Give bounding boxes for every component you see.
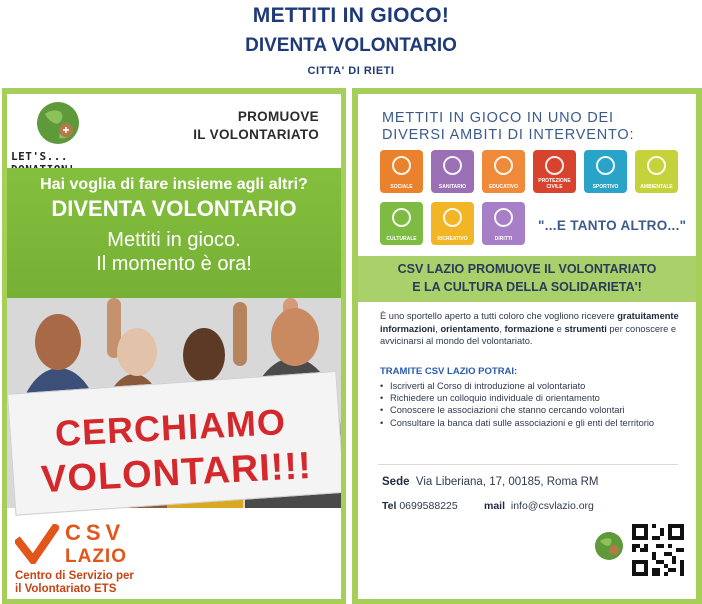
ambito-icon bbox=[392, 156, 411, 175]
email bbox=[484, 500, 594, 512]
promuove-line1: PROMUOVE bbox=[237, 109, 319, 124]
left-flyer-inner bbox=[7, 94, 341, 599]
ambito-tile bbox=[533, 150, 576, 193]
header-city: CITTA' DI RIETI bbox=[307, 65, 395, 77]
desc-bold: strumenti bbox=[564, 323, 607, 334]
ambito-tile bbox=[380, 202, 423, 245]
banner-question: Hai voglia di fare insieme agli altri? bbox=[40, 176, 308, 193]
ambito-tile bbox=[584, 150, 627, 193]
tel-value: 0699588225 bbox=[399, 500, 458, 512]
desc-text: e bbox=[554, 323, 565, 334]
desc-text: , bbox=[499, 323, 505, 334]
csv-promuove-banner bbox=[358, 256, 696, 302]
desc-text: per conoscere e avvicinarsi al mondo del volontariato. bbox=[380, 323, 677, 346]
list-item: • Iscriverti al Corso di introduzione al volontariato bbox=[380, 380, 680, 392]
list-item: • Richiedere un colloquio individuale di orientamento bbox=[380, 392, 680, 404]
ambito-icon bbox=[596, 156, 615, 175]
desc-bold: orientamento bbox=[440, 323, 500, 334]
csv-banner-line1: CSV LAZIO PROMUOVE IL VOLONTARIATO bbox=[397, 262, 657, 276]
desc-bold: formazione bbox=[504, 323, 555, 334]
tel-label: Tel bbox=[382, 500, 397, 512]
ambito-tile bbox=[482, 150, 525, 193]
list-item: • Conoscere le associazioni che stanno cercando volontari bbox=[380, 404, 680, 416]
ambito-label: PROTEZIONE CIVILE bbox=[538, 178, 571, 190]
banner-tagline bbox=[7, 228, 341, 276]
banner-tagline-2: Il momento è ora! bbox=[96, 253, 252, 275]
ambiti-title-2: DIVERSI AMBITI DI INTERVENTO: bbox=[382, 127, 635, 143]
volunteer-head bbox=[117, 328, 157, 376]
ambito-icon bbox=[443, 156, 462, 175]
sede-value: Via Liberiana, 17, 00185, Roma RM bbox=[415, 476, 599, 488]
promuove-heading bbox=[193, 108, 319, 144]
volunteer-head bbox=[271, 308, 319, 366]
globe-logo-icon bbox=[35, 100, 81, 146]
ambito-label: CULTURALE bbox=[386, 235, 417, 242]
ambiti-title-1: METTITI IN GIOCO IN UNO DEI bbox=[382, 110, 614, 126]
ambito-tile bbox=[482, 202, 525, 245]
ambito-icon bbox=[647, 156, 666, 175]
sede-address bbox=[382, 476, 599, 488]
logo-text: LET'S... bbox=[11, 150, 68, 163]
ambito-label: SPORTIVO bbox=[592, 183, 619, 190]
csv-check-icon bbox=[15, 524, 59, 564]
ambito-tile bbox=[431, 202, 474, 245]
ambito-icon bbox=[443, 208, 462, 227]
header-subtitle: DIVENTA VOLONTARIO bbox=[245, 35, 457, 56]
list-item: • Consultare la banca dati sulle associazioni e gli enti del territorio bbox=[380, 417, 680, 429]
header-title: METTITI IN GIOCO! bbox=[252, 4, 450, 27]
mail-value: info@csvlazio.org bbox=[510, 500, 594, 512]
desc-text: È uno sportello aperto a tutti coloro che vogliono ricevere bbox=[380, 311, 618, 321]
ambito-label: SOCIALE bbox=[390, 183, 413, 190]
right-flyer-inner bbox=[358, 94, 696, 599]
desc-bold: gratuitamente informazioni bbox=[380, 311, 679, 334]
right-flyer bbox=[352, 88, 702, 604]
ambiti-title bbox=[382, 110, 634, 144]
green-banner bbox=[7, 168, 341, 298]
globe-logo-icon bbox=[594, 531, 624, 561]
sede-label: Sede bbox=[382, 476, 410, 488]
divider bbox=[378, 464, 678, 465]
telephone bbox=[382, 500, 458, 512]
mail-label: mail bbox=[484, 500, 506, 512]
csv-subtitle bbox=[15, 570, 134, 596]
promuove-line2: IL VOLONTARIATO bbox=[193, 127, 319, 142]
ambito-label: AMBIENTALE bbox=[640, 183, 673, 190]
ambito-tile bbox=[380, 150, 423, 193]
raised-arm bbox=[233, 302, 247, 366]
volunteer-head bbox=[183, 328, 225, 382]
lets-donation-logo bbox=[11, 98, 116, 170]
csv-subtitle-1: Centro di Servizio per bbox=[15, 570, 134, 582]
qr-code-icon[interactable] bbox=[632, 524, 684, 576]
e-tanto-altro: "...E TANTO ALTRO..." bbox=[538, 218, 687, 233]
desc-text: , bbox=[435, 323, 441, 334]
ambito-tile bbox=[431, 150, 474, 193]
csv-subtitle-2: il Volontariato ETS bbox=[15, 583, 117, 595]
ambito-label: RICREATIVO bbox=[437, 235, 468, 242]
ambito-label: SANITARIO bbox=[438, 183, 467, 190]
sign-text-cerchiamo: CERCHIAMO bbox=[54, 400, 287, 455]
banner-headline: DIVENTA VOLONTARIO bbox=[51, 196, 297, 221]
csv-banner-line2: E LA CULTURA DELLA SOLIDARIETA'! bbox=[412, 280, 642, 294]
volunteer-head bbox=[35, 314, 81, 370]
ambito-icon bbox=[494, 156, 513, 175]
csv-region: LAZIO bbox=[65, 546, 127, 567]
banner-tagline-1: Mettiti in gioco. bbox=[107, 229, 241, 251]
ambito-icon bbox=[392, 208, 411, 227]
sportello-description bbox=[380, 310, 680, 348]
ambito-tile bbox=[635, 150, 678, 193]
services-list bbox=[380, 380, 680, 429]
csv-lazio-logo bbox=[7, 516, 341, 599]
csv-name: CSV bbox=[65, 520, 126, 545]
ambito-icon bbox=[494, 208, 513, 227]
tramite-heading: TRAMITE CSV LAZIO POTRAI: bbox=[380, 366, 518, 377]
ambito-icon bbox=[545, 156, 564, 175]
ambito-label: DIRITTI bbox=[494, 235, 513, 242]
sign-text-volontari: VOLONTARI!!! bbox=[40, 444, 313, 502]
left-flyer bbox=[2, 88, 346, 604]
ambito-label: EDUCATIVO bbox=[488, 183, 519, 190]
